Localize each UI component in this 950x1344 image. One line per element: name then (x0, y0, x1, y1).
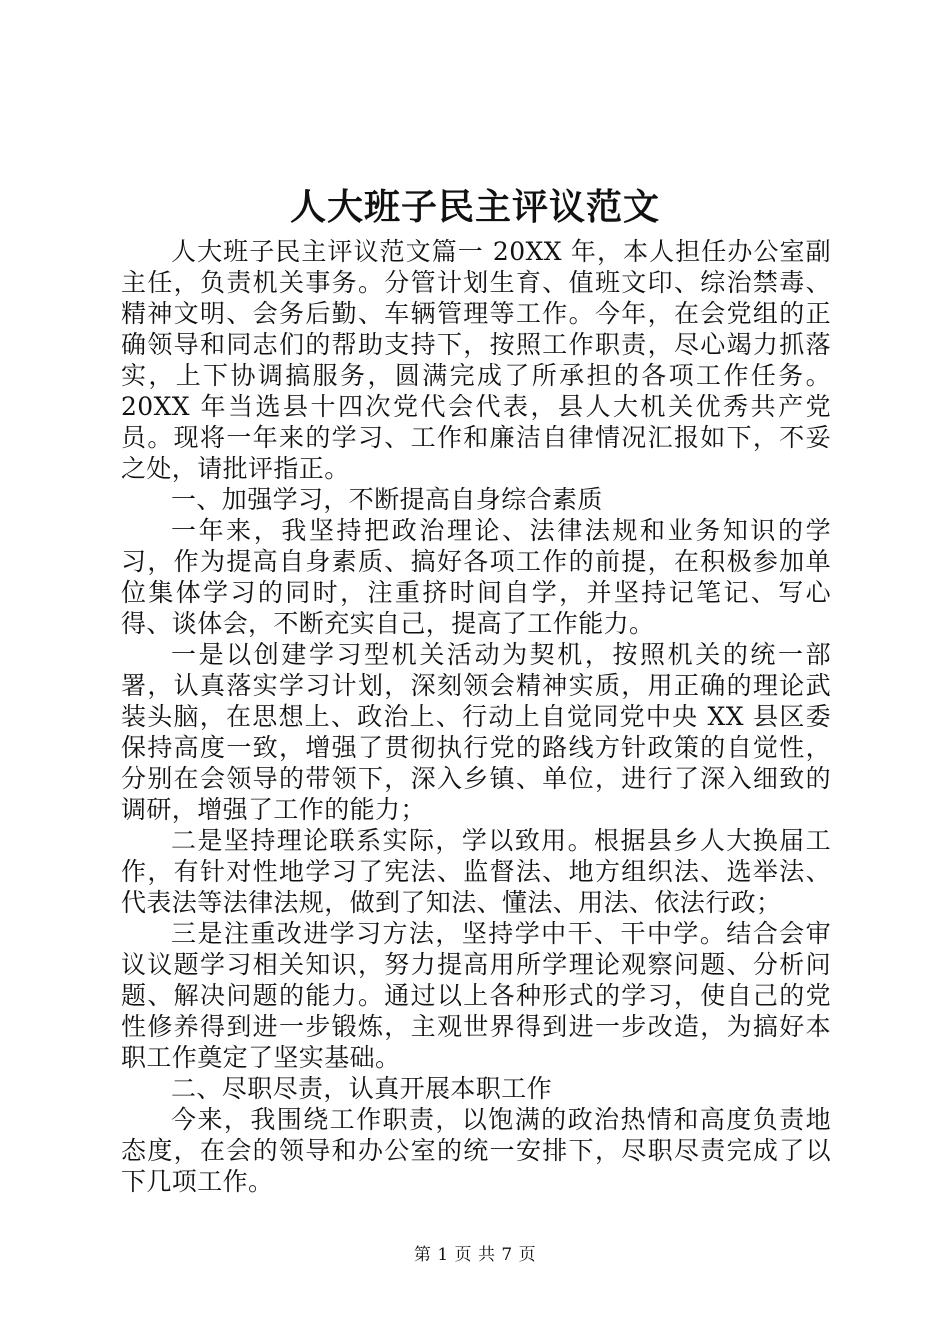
page-number-footer: 第 1 页 共 7 页 (413, 1245, 537, 1265)
document-body (121, 236, 831, 1197)
body-paragraph: 二是坚持理论联系实际，学以致用。根据县乡人大换届工作，有针对性地学习了宪法、监督法、地方组织法、选举法、代表法等法律法规，做到了知法、懂法、用法、依法行政； (121, 826, 831, 917)
section-heading-1: 一、加强学习，不断提高自身综合素质 (171, 485, 603, 514)
body-paragraph: 三是注重改进学习方法，坚持学中干、干中学。结合会审议议题学习相关知识，努力提高用所学理论观察问题、分析问题、解决问题的能力。通过以上各种形式的学习，使自己的党性修养得到进一步锻炼，主观世界得到进一步改造，为搞好本职工作奠定了坚实基础。 (121, 919, 831, 1072)
body-paragraph: 今来，我围绕工作职责，以饱满的政治热情和高度负责地态度，在会的领导和办公室的统一安排下，尽职尽责完成了以下几项工作。 (121, 1105, 831, 1196)
body-paragraph: 一年来，我坚持把政治理论、法律法规和业务知识的学习，作为提高自身素质、搞好各项工作的前提，在积极参加单位集体学习的同时，注重挤时间自学，并坚持记笔记、写心得、谈体会，不断充实自己，提高了工作能力。 (121, 516, 831, 638)
section-heading-2: 二、尽职尽责，认真开展本职工作 (171, 1074, 553, 1103)
intro-paragraph: 人大班子民主评议范文篇一 20XX 年，本人担任办公室副主任，负责机关事务。分管计划生育、值班文印、综治禁毒、精神文明、会务后勤、车辆管理等工作。今年，在会党组的正确领导和同志们的帮助支持下，按照工作职责，尽心竭力抓落实，上下协调搞服务，圆满完成了所承担的各项工作任务。20XX 年当选县十四次党代会代表，县人大机关优秀共产党员。现将一年来的学习、工作和廉洁自律情况汇报如下，不妥之处，请批评指正。 (121, 237, 831, 483)
document-title: 人大班子民主评议范文 (289, 186, 660, 228)
body-paragraph: 一是以创建学习型机关活动为契机，按照机关的统一部署，认真落实学习计划，深刻领会精神实质，用正确的理论武装头脑，在思想上、政治上、行动上自觉同党中央 XX 县区委保持高度一致，增强了贯彻执行党的路线方针政策的自觉性，分别在会领导的带领下，深入乡镇、单位，进行了深入细致的调研，增强了工作的能力； (121, 640, 831, 824)
